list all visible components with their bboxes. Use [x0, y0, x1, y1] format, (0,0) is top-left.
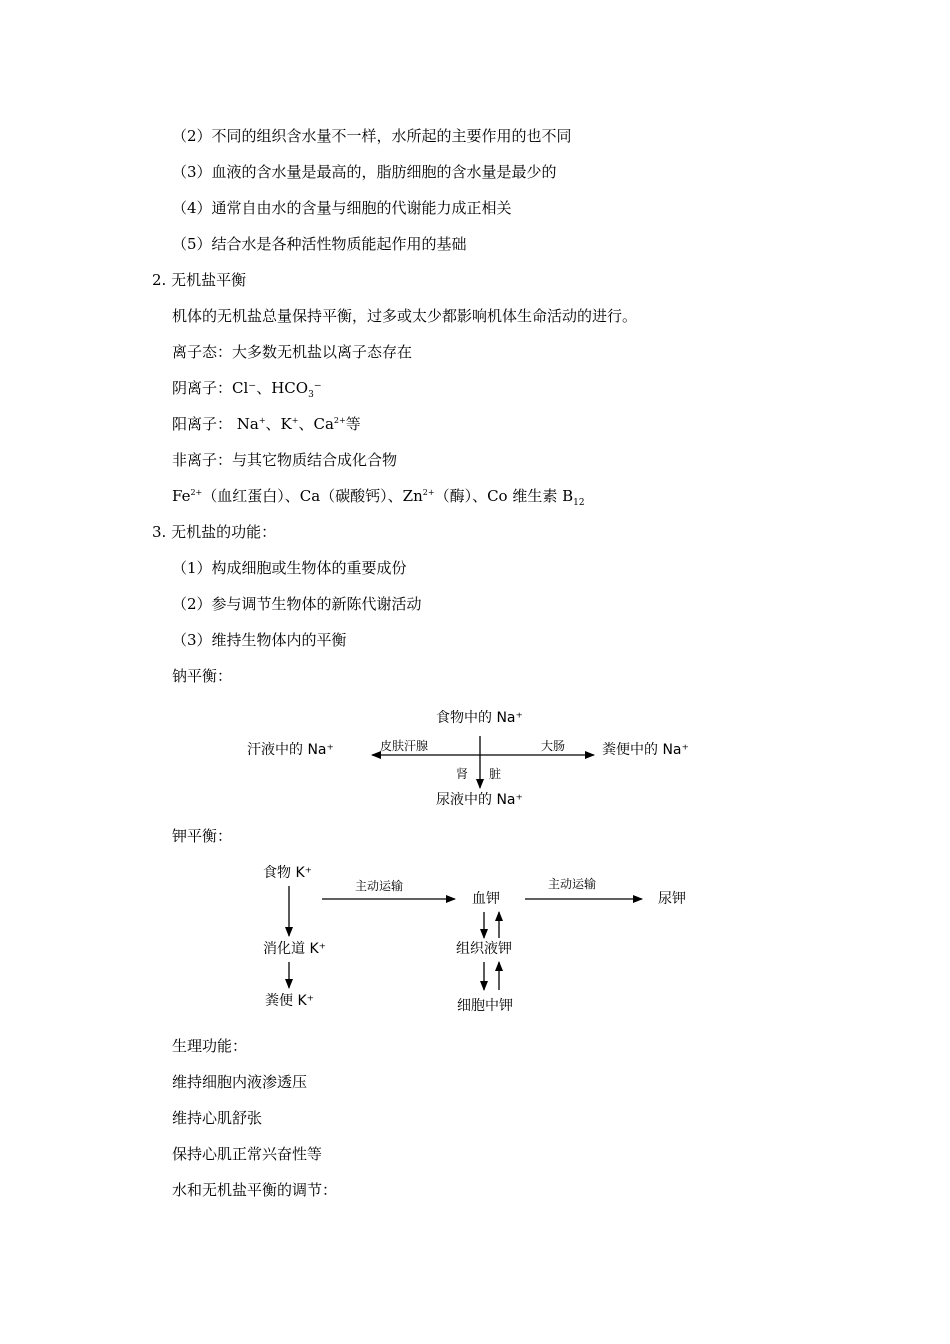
section-heading-3: 3. 无机盐的功能： [152, 523, 277, 541]
b12-subscript: 12 [573, 498, 585, 508]
anions-suffix: ⁻ [313, 379, 322, 397]
ca-charge: 2+ [333, 416, 346, 425]
k-digest-label: 消化道 K⁺ [263, 941, 327, 957]
k-food-label: 食物 K⁺ [263, 865, 313, 881]
item-5: （5）结合水是各种活性物质能起作用的基础 [172, 235, 467, 253]
k-urine-label: 尿钾 [658, 891, 686, 907]
phys-item-1: 维持细胞内液渗透压 [172, 1073, 308, 1091]
section-heading-2: 2. 无机盐平衡 [152, 271, 247, 289]
regulation-title: 水和无机盐平衡的调节： [172, 1181, 338, 1199]
compounds-tail: （酶）、Co 维生素 B [434, 487, 574, 505]
item-3: （3）血液的含水量是最高的，脂肪细胞的含水量是最少的 [172, 163, 557, 181]
k-blood-label: 血钾 [472, 891, 500, 907]
cations-suffix: 等 [345, 415, 361, 433]
non-ionic: 非离子：与其它物质结合成化合物 [172, 451, 398, 469]
na-kidney-label-1: 肾 [456, 767, 469, 781]
compounds-mid: （血红蛋白）、Ca（碳酸钙）、Zn [202, 487, 423, 505]
na-kidney-label-2: 脏 [489, 767, 502, 781]
na-intestine-label: 大肠 [541, 739, 566, 753]
paragraph-balance: 机体的无机盐总量保持平衡，过多或太少都影响机体生命活动的进行。 [172, 307, 638, 325]
na-charge: + [258, 416, 266, 425]
item-4: （4）通常自由水的含量与细胞的代谢能力成正相关 [172, 199, 512, 217]
fe-charge: 2+ [190, 488, 203, 497]
potassium-balance-title: 钾平衡： [172, 827, 233, 845]
physiological-function-title: 生理功能： [172, 1037, 248, 1055]
sodium-balance-title: 钠平衡： [172, 667, 233, 685]
cations-ca: 、Ca [298, 415, 334, 433]
na-skin-label: 皮肤汗腺 [380, 739, 429, 753]
hco3-subscript: 3 [308, 390, 314, 400]
k-feces-label: 粪便 K⁺ [265, 993, 315, 1009]
cations-prefix: 阳离子： Na [172, 415, 259, 433]
function-3: （3）维持生物体内的平衡 [172, 631, 347, 649]
k-active-transport-label-2: 主动运输 [548, 877, 597, 891]
na-food-label: 食物中的 Na⁺ [436, 710, 523, 726]
function-1: （1）构成细胞或生物体的重要成份 [172, 559, 407, 577]
anions-prefix: 阴离子：Cl⁻、HCO [172, 379, 309, 397]
zn-charge: 2+ [422, 488, 435, 497]
na-feces-label: 粪便中的 Na⁺ [602, 742, 689, 758]
k-tissue-label: 组织液钾 [456, 941, 512, 957]
na-sweat-label: 汗液中的 Na⁺ [247, 742, 334, 758]
item-2: （2）不同的组织含水量不一样，水所起的主要作用的也不同 [172, 127, 572, 145]
k-active-transport-label-1: 主动运输 [355, 879, 404, 893]
k-cell-label: 细胞中钾 [457, 998, 513, 1014]
na-urine-label: 尿液中的 Na⁺ [436, 792, 523, 808]
phys-item-2: 维持心肌舒张 [172, 1109, 263, 1127]
ionic-state: 离子态：大多数无机盐以离子态存在 [172, 343, 413, 361]
fe-label: Fe [172, 487, 191, 505]
k-charge: + [291, 416, 299, 425]
function-2: （2）参与调节生物体的新陈代谢活动 [172, 595, 422, 613]
phys-item-3: 保持心肌正常兴奋性等 [172, 1145, 323, 1163]
cations-k: 、K [265, 415, 292, 433]
